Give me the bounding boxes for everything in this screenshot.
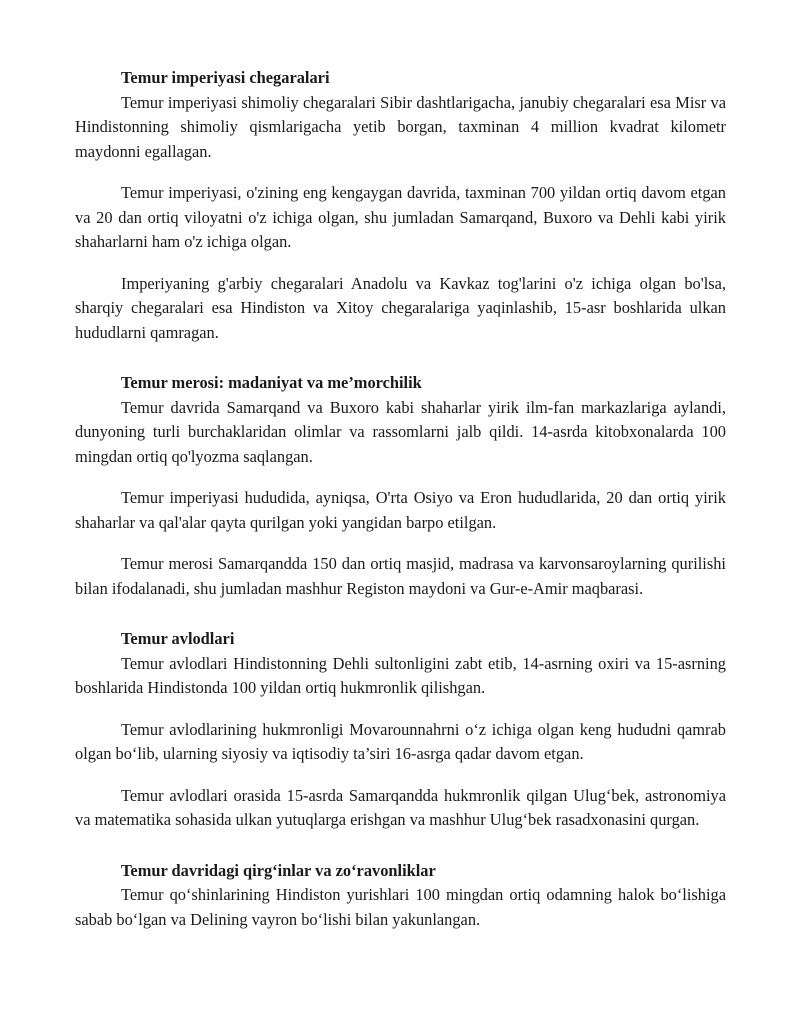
paragraph: Temur avlodlari Hindistonning Dehli sultonligini zabt etib, 14-asrning oxiri va 15-asrning boshlarida Hindistonda 100 yildan ortiq hukmronlik qilishgan.: [75, 653, 726, 697]
paragraph: Temur qo‘shinlarining Hindiston yurishlari 100 mingdan ortiq odamning halok bo‘lishiga sabab bo‘lgan va Delining vayron bo‘lishi bilan yakunlangan.: [75, 885, 726, 929]
section-massacres: [75, 859, 726, 933]
paragraph: Imperiyaning g'arbiy chegaralari Anadolu va Kavkaz tog'larini o'z ichiga olgan bo'lsa, sharqiy chegaralari esa Hindiston va Xitoy chegaralariga yaqinlashib, 15-asr boshlarida ulkan hududlarni qamragan.: [75, 273, 726, 342]
section-legacy: [75, 371, 726, 601]
paragraph: Temur avlodlari orasida 15-asrda Samarqandda hukmronlik qilgan Ulug‘bek, astronomiya va matematika sohasida ulkan yutuqlarga erishgan va mashhur Ulug‘bek rasadxonasini qurgan.: [75, 785, 726, 829]
section-descendants: [75, 627, 726, 833]
paragraph: Temur davrida Samarqand va Buxoro kabi shaharlar yirik ilm-fan markazlariga aylandi, dunyoning turli burchaklaridan olimlar va rassomlarni jalb qildi. 14-asrda kitobxonalarda 100 mingdan ortiq qo'lyozma saqlangan.: [75, 397, 726, 466]
section-heading: Temur davridagi qirg‘inlar va zo‘ravonliklar: [121, 860, 436, 880]
paragraph: Temur imperiyasi, o'zining eng kengaygan davrida, taxminan 700 yildan ortiq davom etgan va 20 dan ortiq viloyatni o'z ichiga olgan, shu jumladan Samarqand, Buxoro va Dehli kabi yirik shaharlarni ham o'z ichiga olgan.: [75, 183, 726, 251]
section-heading: Temur imperiyasi chegaralari: [121, 68, 330, 87]
section-heading: Temur merosi: madaniyat va me’morchilik: [121, 373, 422, 392]
section-borders: [75, 66, 726, 345]
paragraph: Temur imperiyasi shimoliy chegaralari Sibir dashtlarigacha, janubiy chegaralari esa Misr va Hindistonning shimoliy qismlarigacha yetib borgan, taxminan 4 million kvadrat kilometr maydonni egallagan.: [75, 92, 726, 161]
paragraph: Temur avlodlarining hukmronligi Movarounnahrni o‘z ichiga olgan keng hududni qamrab olgan bo‘lib, ularning siyosiy va iqtisodiy ta’siri 16-asrga qadar davom etgan.: [75, 719, 726, 763]
section-heading: Temur avlodlari: [121, 629, 235, 648]
paragraph: Temur merosi Samarqandda 150 dan ortiq masjid, madrasa va karvonsaroylarning qurilishi bilan ifodalanadi, shu jumladan mashhur Registon maydoni va Gur-e-Amir maqbarasi.: [75, 554, 726, 598]
paragraph: Temur imperiyasi hududida, ayniqsa, O'rta Osiyo va Eron hududlarida, 20 dan ortiq yirik shaharlar va qal'alar qayta qurilgan yoki yangidan barpo etilgan.: [75, 488, 726, 532]
